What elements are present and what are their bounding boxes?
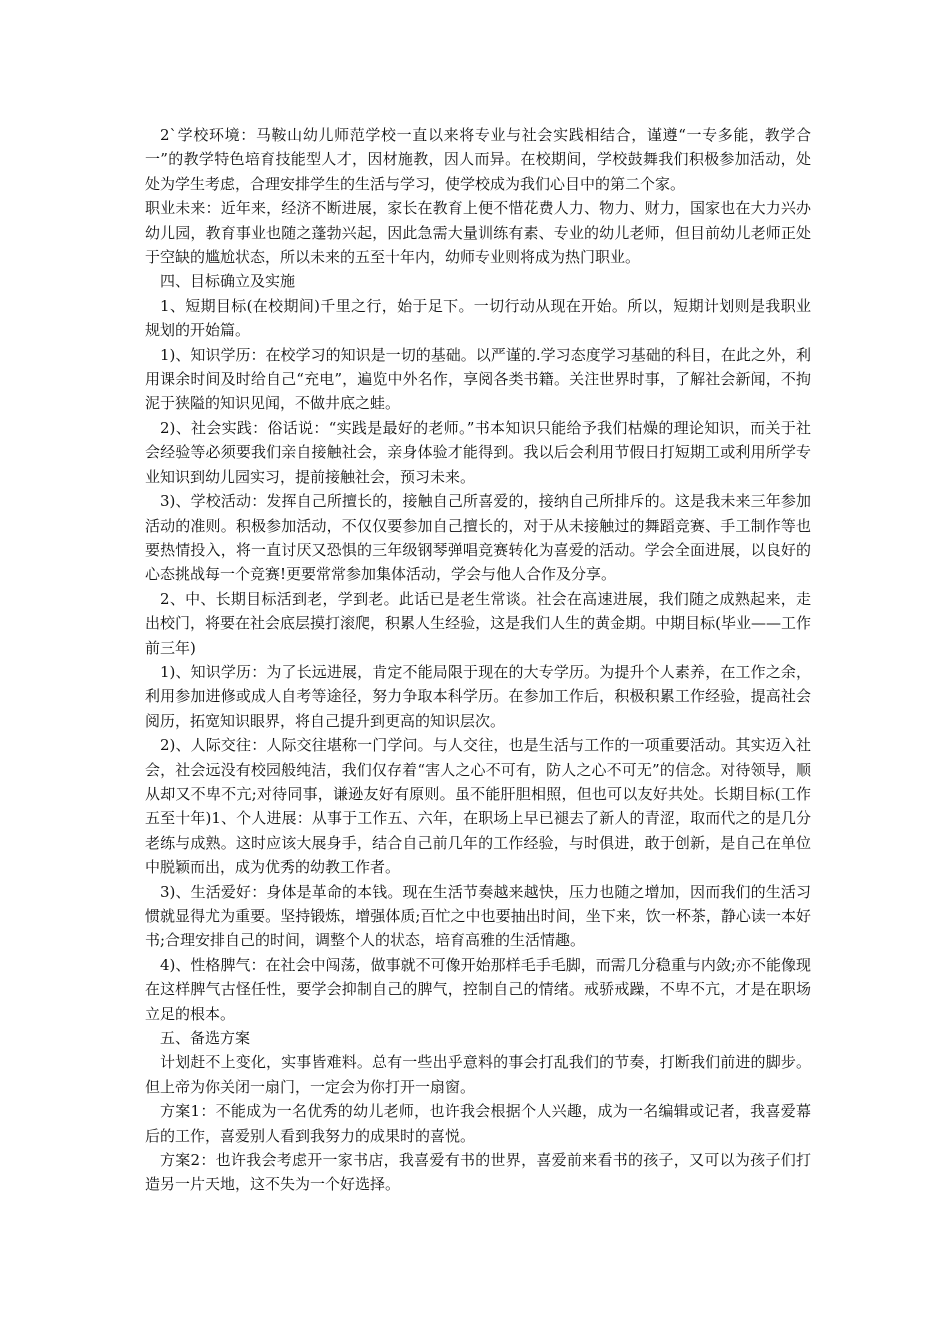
paragraph-social-practice: 2)、社会实践：俗话说：“实践是最好的老师。”书本知识只能给予我们枯燥的理论知识，而关于社会经验等必须要我们亲自接触社会，亲身体验才能得到。我以后会利用节假日打短期工或利用所学专业知识到幼儿园实习，提前接触社会，预习未来。 [145, 418, 811, 486]
paragraph-mid-knowledge-education: 1)、知识学历：为了长远进展，肯定不能局限于现在的大专学历。为提升个人素养，在工作之余，利用参加进修或成人自考等途径，努力争取本科学历。在参加工作后，积极积累工作经验，提高社会阅历，拓宽知识眼界，将自己提升到更高的知识层次。 [145, 662, 811, 730]
paragraph-short-term-goal: 1、短期目标(在校期间)千里之行，始于足下。一切行动从现在开始。所以，短期计划则是我职业规划的开始篇。 [145, 296, 811, 340]
paragraph-career-future: 职业未来：近年来，经济不断进展，家长在教育上便不惜花费人力、物力、财力，国家也在大力兴办幼儿园，教育事业也随之蓬勃兴起，因此急需大量训练有素、专业的幼儿老师，但目前幼儿老师正处于空缺的尴尬状态，所以未来的五至十年内，幼师专业则将成为热门职业。 [145, 199, 811, 267]
document-body [145, 123, 811, 1197]
paragraph-personality: 4)、性格脾气：在社会中闯荡，做事就不可像开始那样毛手毛脚，而需几分稳重与内敛;亦不能像现在这样脾气古怪任性，要学会抑制自己的脾气，控制自己的情绪。戒骄戒躁，不卑不亢，才是在职场立足的根本。 [145, 955, 811, 1023]
paragraph-school-activities: 3)、学校活动：发挥自己所擅长的，接触自己所喜爱的，接纳自己所排斥的。这是我未来三年参加活动的准则。积极参加活动，不仅仅要参加自己擅长的，对于从未接触过的舞蹈竞赛、手工制作等也要热情投入，将一直讨厌又恐惧的三年级钢琴弹唱竞赛转化为喜爱的活动。学会全面进展，以良好的心态挑战每一个竞赛!更要常常参加集体活动，学会与他人合作及分享。 [145, 492, 811, 584]
paragraph-plan-two: 方案2：也许我会考虑开一家书店，我喜爱有书的世界，喜爱前来看书的孩子，又可以为孩子们打造另一片天地，这不失为一个好选择。 [145, 1151, 811, 1194]
paragraph-plan-one: 方案1：不能成为一名优秀的幼儿老师，也许我会根据个人兴趣，成为一名编辑或记者，我喜爱幕后的工作，喜爱别人看到我努力的成果时的喜悦。 [145, 1102, 811, 1145]
section-heading-goals: 四、目标确立及实施 [160, 272, 296, 291]
paragraph-lifestyle-hobbies: 3)、生活爱好：身体是革命的本钱。现在生活节奏越来越快，压力也随之增加，因而我们的生活习惯就显得尤为重要。坚持锻炼，增强体质;百忙之中也要抽出时间，坐下来，饮一杯茶，静心读一本好书;合理安排自己的时间，调整个人的状态，培育高雅的生活情趣。 [145, 882, 811, 950]
paragraph-school-environment: 2`学校环境：马鞍山幼儿师范学校一直以来将专业与社会实践相结合，谨遵“一专多能，教学合一”的教学特色培育技能型人才，因材施教，因人而异。在校期间，学校鼓舞我们积极参加活动，处处为学生考虑，合理安排学生的生活与学习，使学校成为我们心目中的第二个家。 [145, 126, 811, 193]
paragraph-alternatives-intro: 计划赶不上变化，实事皆难料。总有一些出乎意料的事会打乱我们的节奏，打断我们前进的脚步。但上帝为你关闭一扇门，一定会为你打开一扇窗。 [145, 1053, 811, 1096]
paragraph-mid-long-term-goal: 2、中、长期目标活到老，学到老。此话已是老生常谈。社会在高速进展，我们随之成熟起来，走出校门，将要在社会底层摸打滚爬，积累人生经验，这是我们人生的黄金期。中期目标(毕业——工作前三年) [145, 589, 811, 657]
paragraph-interpersonal: 2)、人际交往：人际交往堪称一门学问。与人交往，也是生活与工作的一项重要活动。其实迈入社会，社会远没有校园般纯洁，我们仅存着“害人之心不可有，防人之心不可无”的信念。对待领导，顺从却又不卑不亢;对待同事，谦逊友好有原则。虽不能肝胆相照，但也可以友好共处。长期目标(工作五至十年)1、个人进展：从事于工作五、六年，在职场上早已褪去了新人的青涩，取而代之的是几分老练与成熟。这时应该大展身手，结合自己前几年的工作经验，与时俱进，敢于创新，是自己在单位中脱颖而出，成为优秀的幼教工作者。 [145, 736, 811, 877]
paragraph-knowledge-education: 1)、知识学历：在校学习的知识是一切的基础。以严谨的.学习态度学习基础的科目，在此之外，利用课余时间及时给自己“充电”，遍览中外名作，享阅各类书籍。关注世界时事，了解社会新闻，不拘泥于狭隘的知识见闻，不做井底之蛙。 [145, 345, 811, 413]
section-heading-alternatives: 五、备选方案 [160, 1029, 251, 1048]
